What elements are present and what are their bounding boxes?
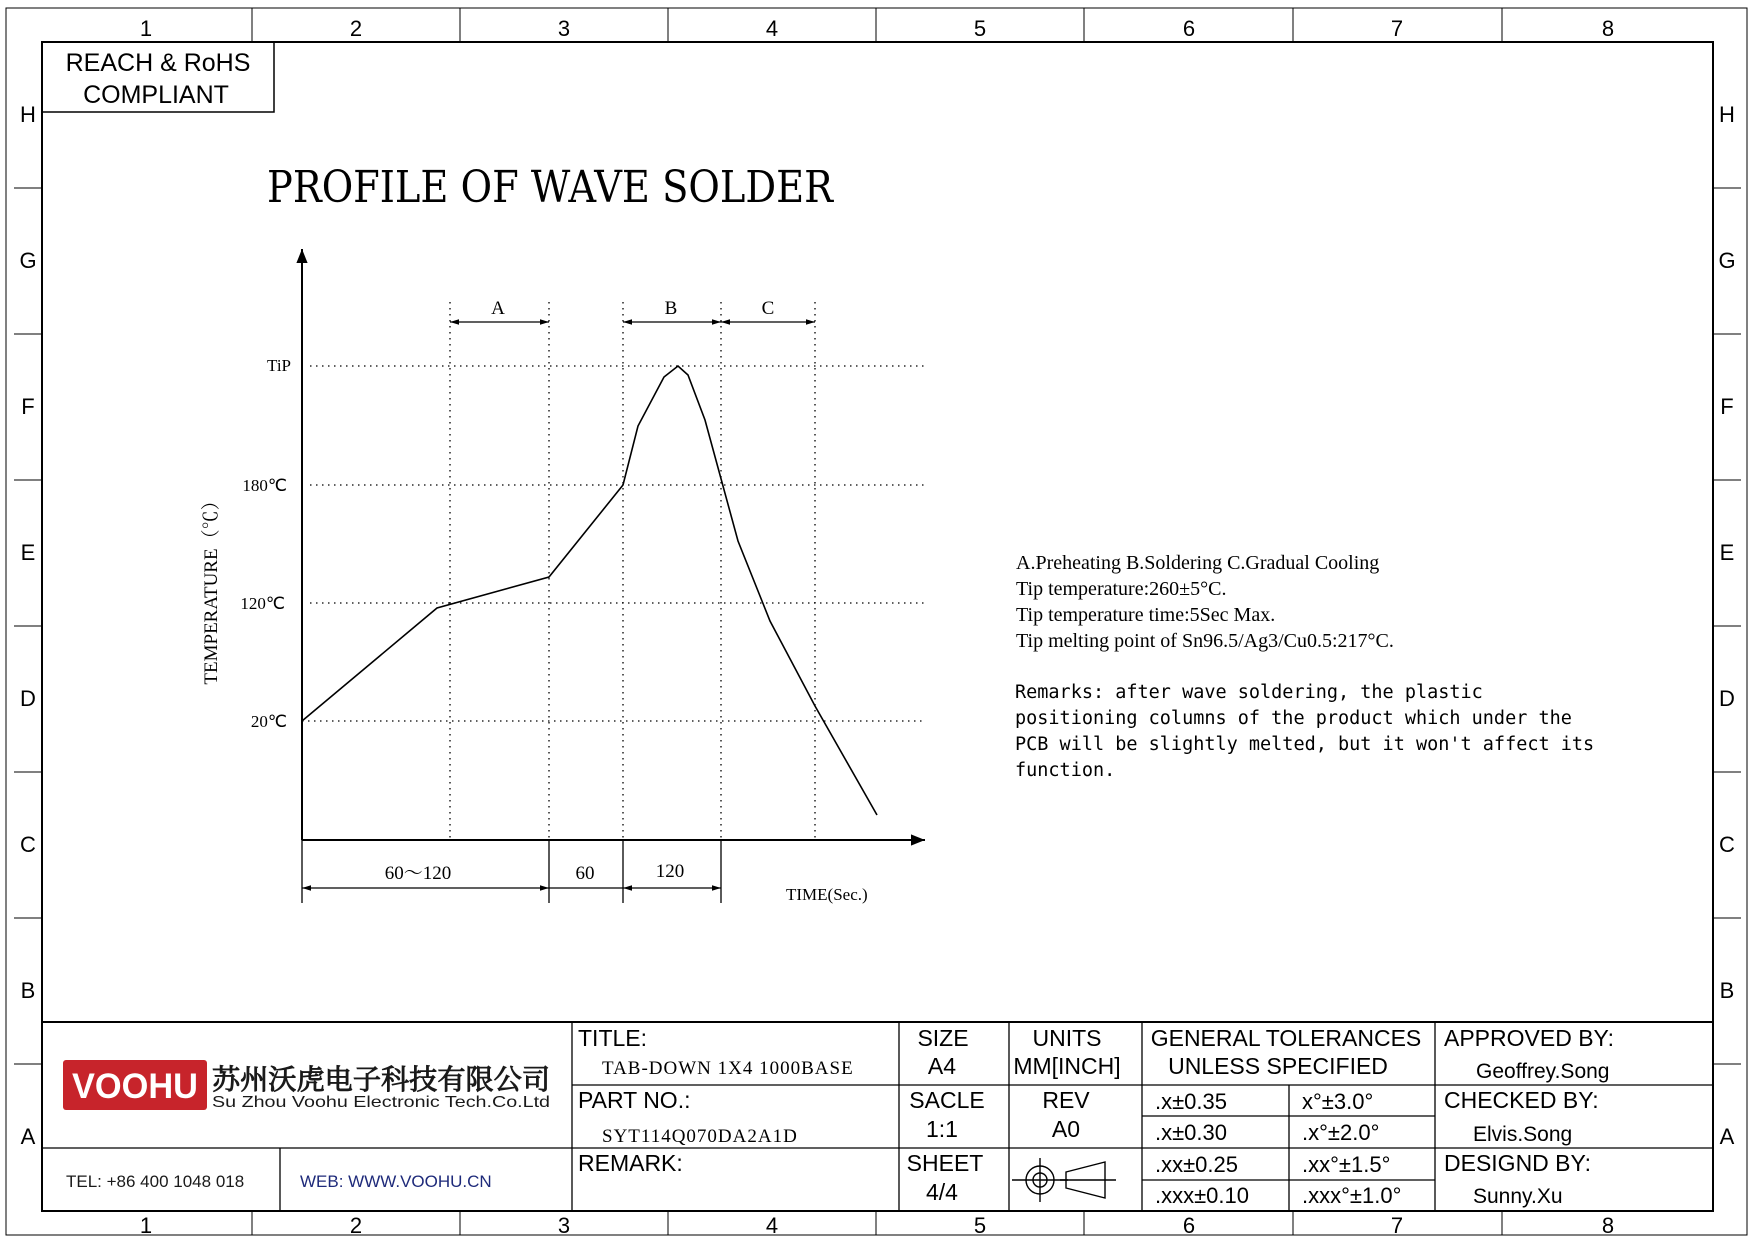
phase-label-c: C: [761, 298, 775, 319]
row-label-right: B: [1719, 978, 1735, 1003]
row-label-right: C: [1719, 832, 1735, 857]
column-label-bottom: 6: [1182, 1213, 1196, 1238]
column-label-bottom: 4: [765, 1213, 779, 1238]
scale-label: SACLE: [909, 1087, 985, 1113]
row-label-left: A: [20, 1124, 36, 1149]
company-name-english: Su Zhou Voohu Electronic Tech.Co.Ltd: [212, 1094, 550, 1111]
phase-label-b: B: [664, 298, 678, 319]
remark-line: positioning columns of the product which under the: [1015, 708, 1572, 729]
website: WEB: WWW.VOOHU.CN: [300, 1172, 492, 1191]
angular-tolerance: .xx°±1.5°: [1302, 1152, 1391, 1177]
designed-by-label: DESIGND BY:: [1444, 1150, 1591, 1176]
row-label-left: B: [20, 978, 36, 1003]
angular-tolerance: x°±3.0°: [1302, 1089, 1374, 1114]
size-value: A4: [927, 1053, 957, 1079]
row-label-right: E: [1719, 540, 1735, 565]
interval-label: 120: [655, 861, 685, 882]
linear-tolerance: .xxx±0.10: [1155, 1183, 1250, 1208]
note-line: Tip temperature:260±5°C.: [1016, 578, 1227, 600]
angular-tolerance: .xxx°±1.0°: [1302, 1183, 1402, 1208]
units-value: MM[INCH]: [1013, 1053, 1121, 1079]
y-tick-label: 180℃: [242, 476, 287, 495]
remark-line: PCB will be slightly melted, but it won't affect its: [1015, 734, 1595, 755]
first-angle-projection-icon: [1012, 1158, 1116, 1202]
tolerances-heading: GENERAL TOLERANCES: [1150, 1025, 1422, 1051]
column-label-top: 8: [1601, 16, 1615, 41]
checked-by-label: CHECKED BY:: [1444, 1087, 1599, 1113]
column-label-top: 7: [1390, 16, 1404, 41]
row-label-right: A: [1719, 1124, 1735, 1149]
column-label-bottom: 2: [349, 1213, 363, 1238]
note-line: Tip melting point of Sn96.5/Ag3/Cu0.5:217°C.: [1016, 630, 1394, 652]
checked-by-name: Elvis.Song: [1473, 1123, 1573, 1146]
telephone: TEL: +86 400 1048 018: [66, 1172, 245, 1191]
note-line: Tip temperature time:5Sec Max.: [1016, 604, 1276, 626]
linear-tolerance: .xx±0.25: [1155, 1152, 1239, 1177]
linear-tolerance: .x±0.35: [1155, 1089, 1228, 1114]
company-logo: [63, 1060, 550, 1111]
row-label-right: G: [1718, 248, 1736, 273]
column-label-top: 1: [139, 16, 153, 41]
compliance-line-1: REACH & RoHS: [65, 49, 251, 77]
revision-value: A0: [1051, 1116, 1081, 1142]
designed-by-name: Sunny.Xu: [1473, 1185, 1563, 1208]
scale-value: 1:1: [926, 1116, 958, 1142]
linear-tolerance: .x±0.30: [1155, 1120, 1228, 1145]
units-label: UNITS: [1032, 1025, 1102, 1051]
phase-label-a: A: [491, 298, 505, 319]
row-label-left: D: [20, 686, 36, 711]
row-label-left: E: [20, 540, 36, 565]
logo-text: VOOHU: [72, 1067, 198, 1106]
row-label-right: F: [1720, 394, 1734, 419]
remark-label: REMARK:: [578, 1150, 683, 1176]
column-label-top: 3: [557, 16, 571, 41]
compliance-box: [42, 42, 274, 112]
column-label-top: 2: [349, 16, 363, 41]
revision-label: REV: [1042, 1087, 1090, 1113]
part-number-label: PART NO.:: [578, 1087, 691, 1113]
remark-line: function.: [1015, 760, 1116, 781]
y-tick-label: TiP: [267, 356, 291, 375]
row-label-left: F: [21, 394, 35, 419]
row-label-right: H: [1719, 102, 1735, 127]
size-label: SIZE: [917, 1025, 969, 1051]
column-label-top: 5: [973, 16, 987, 41]
solder-profile-chart: [200, 162, 925, 904]
column-label-top: 6: [1182, 16, 1196, 41]
interval-label: 60: [575, 863, 595, 884]
row-label-left: C: [20, 832, 36, 857]
company-name-chinese: 苏州沃虎电子科技有限公司: [212, 1064, 550, 1095]
interval-label: 60～120: [384, 863, 452, 884]
title-label: TITLE:: [578, 1025, 648, 1051]
guide-lines: [302, 302, 925, 840]
y-tick-label: 120℃: [240, 594, 285, 613]
approved-by-name: Geoffrey.Song: [1476, 1060, 1610, 1083]
column-label-bottom: 5: [973, 1213, 987, 1238]
column-label-bottom: 3: [557, 1213, 571, 1238]
title-value: TAB-DOWN 1X4 1000BASE: [602, 1058, 854, 1079]
angular-tolerance: .x°±2.0°: [1302, 1120, 1380, 1145]
title-block: [42, 1022, 1713, 1211]
x-axis-title: TIME(Sec.): [786, 885, 868, 904]
notes: [1015, 552, 1594, 781]
row-label-left: H: [20, 102, 36, 127]
sheet-value: 4/4: [926, 1179, 958, 1205]
temperature-profile-line: [302, 366, 877, 815]
note-line: A.Preheating B.Soldering C.Gradual Cooling: [1016, 552, 1380, 574]
y-tick-label: 20℃: [250, 712, 287, 731]
chart-title: PROFILE OF WAVE SOLDER: [267, 162, 835, 213]
sheet-label: SHEET: [906, 1150, 984, 1176]
column-label-bottom: 7: [1390, 1213, 1404, 1238]
column-label-bottom: 1: [139, 1213, 153, 1238]
approved-by-label: APPROVED BY:: [1444, 1025, 1615, 1051]
row-label-right: D: [1719, 686, 1735, 711]
y-axis-title: TEMPERATURE（℃）: [201, 491, 222, 685]
row-label-left: G: [19, 248, 37, 273]
tolerances-subheading: UNLESS SPECIFIED: [1168, 1053, 1388, 1079]
remark-line: Remarks: after wave soldering, the plastic: [1015, 682, 1483, 703]
part-number-value: SYT114Q070DA2A1D: [602, 1126, 798, 1147]
column-label-top: 4: [765, 16, 779, 41]
column-label-bottom: 8: [1601, 1213, 1615, 1238]
compliance-line-2: COMPLIANT: [83, 81, 229, 109]
